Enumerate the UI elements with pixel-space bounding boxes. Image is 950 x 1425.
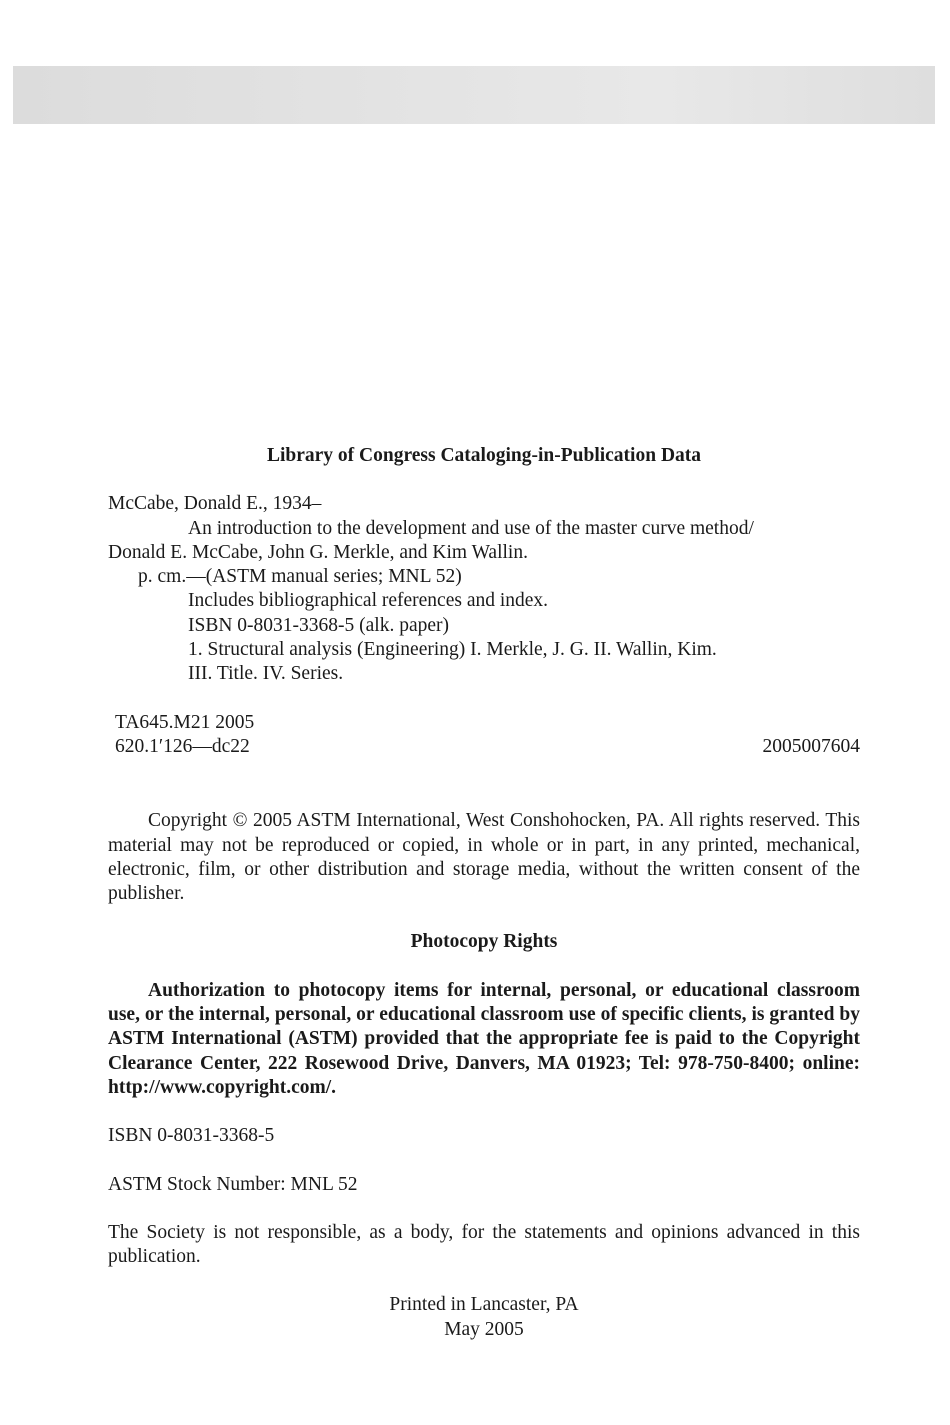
- disclaimer-text: The Society is not responsible, as a body, for the statements and opinions advanced in this publication.: [108, 1221, 860, 1268]
- photocopy-text: Authorization to photocopy items for internal, personal, or educational classroom use, or the internal, personal, or educational classroom use of specific clients, is granted by ASTM International (ASTM) provided that the appropriate fee is paid to the Copyright Clearance Center, 222 Rosewood Drive, Danvers, MA 01923; Tel: 978-750-8400; online: http://www.copyright.com/.: [108, 979, 860, 1098]
- dewey-number: 620.1′126—dc22: [115, 735, 250, 757]
- cip-title-line1: An introduction to the development and use of the master curve method/: [188, 517, 754, 539]
- classification-row: [108, 735, 860, 759]
- cip-author: McCabe, Donald E., 1934–: [108, 493, 322, 515]
- isbn-line: ISBN 0-8031-3368-5: [108, 1125, 275, 1147]
- copyright-text: Copyright © 2005 ASTM International, West Conshohocken, PA. All rights reserved. This material may not be reproduced or copied, in whole or in part, in any printed, mechanical, electronic, film, or other distribution and storage media, without the written consent of the publisher.: [108, 810, 860, 905]
- cip-title-line2: Donald E. McCabe, John G. Merkle, and Kim Wallin.: [108, 541, 528, 563]
- copyright-page: [108, 444, 860, 1342]
- cip-includes: Includes bibliographical references and index.: [188, 590, 549, 612]
- printed-date: May 2005: [444, 1318, 524, 1340]
- photocopy-heading: Photocopy Rights: [410, 931, 558, 953]
- cip-heading: Library of Congress Cataloging-in-Publication Data: [266, 445, 702, 466]
- printed-place: Printed in Lancaster, PA: [389, 1294, 579, 1316]
- cip-subjects-line2: III. Title. IV. Series.: [188, 663, 344, 685]
- lc-call-number: TA645.M21 2005: [115, 711, 255, 733]
- cip-subjects-line1: 1. Structural analysis (Engineering) I. Merkle, J. G. II. Wallin, Kim.: [188, 639, 717, 661]
- lccn-number: 2005007604: [762, 735, 860, 757]
- cip-pages-line: p. cm.—(ASTM manual series; MNL 52): [138, 566, 462, 588]
- cip-block: [108, 492, 860, 686]
- stock-number-line: ASTM Stock Number: MNL 52: [108, 1173, 358, 1195]
- cip-isbn: ISBN 0-8031-3368-5 (alk. paper): [188, 614, 450, 636]
- header-band: [13, 66, 935, 124]
